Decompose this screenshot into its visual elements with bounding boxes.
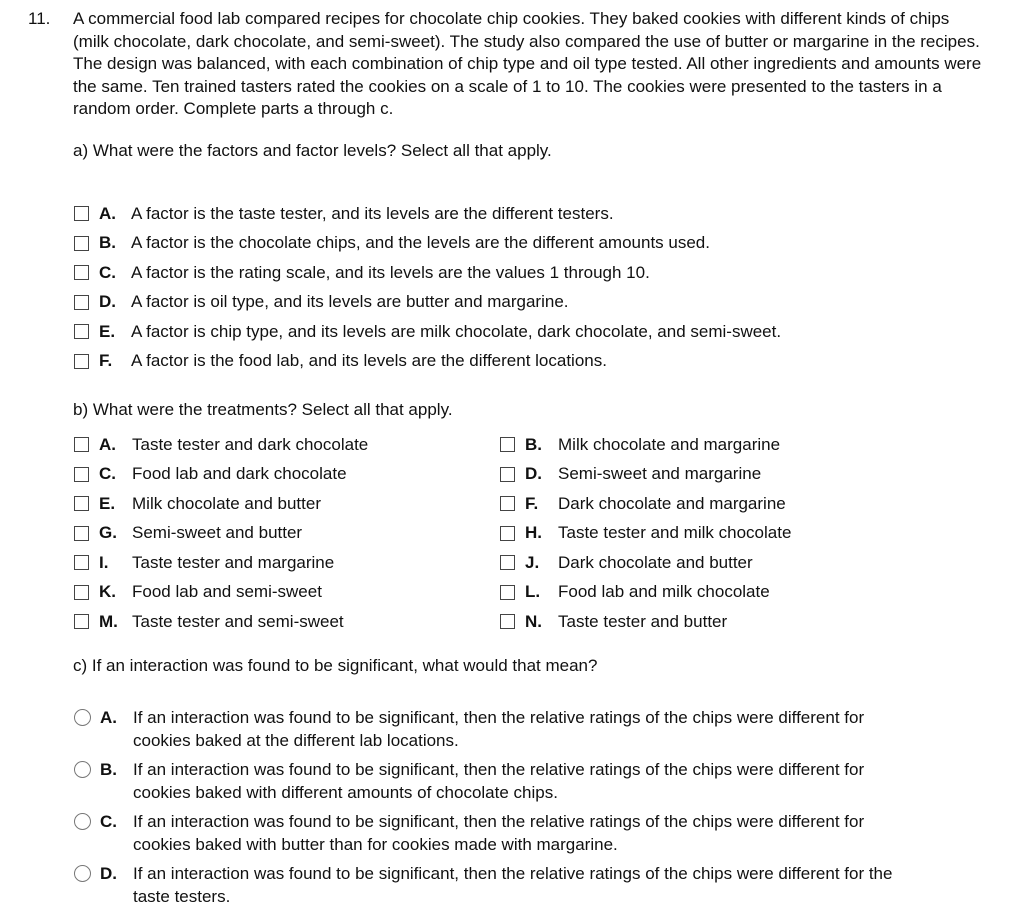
option-letter: A. [99,434,116,454]
part-a-option-c[interactable] [74,258,974,288]
option-letter: G. [99,523,117,543]
option-letter: F. [99,351,113,371]
option-text: A factor is the chocolate chips, and the levels are the different amounts used. [131,233,710,253]
option-letter: B. [99,233,116,253]
part-b-option-a[interactable] [74,430,500,460]
option-text: A factor is chip type, and its levels are milk chocolate, dark chocolate, and semi-sweet. [131,321,782,341]
option-text: Food lab and semi-sweet [132,582,322,602]
part-b-options [74,430,854,637]
part-b-option-h[interactable] [500,519,854,549]
option-letter: K. [99,582,116,602]
option-letter: A. [100,708,117,727]
checkbox[interactable] [74,206,89,221]
part-b-option-c[interactable] [74,460,500,490]
question-number: 11. [28,9,51,28]
option-letter: D. [525,464,542,484]
checkbox[interactable] [74,324,89,339]
checkbox[interactable] [74,614,89,629]
checkbox[interactable] [500,437,515,452]
option-text: A factor is the taste tester, and its levels are the different testers. [131,203,614,223]
option-text: Taste tester and margarine [132,552,335,572]
option-letter: J. [525,552,540,572]
checkbox[interactable] [500,526,515,541]
option-text: Taste tester and milk chocolate [558,523,792,543]
option-text: Milk chocolate and margarine [558,434,781,454]
part-c-option-d[interactable] [74,862,934,914]
option-letter: E. [99,493,116,513]
option-letter: D. [100,864,117,883]
option-letter: E. [99,321,116,341]
option-letter: A. [99,203,116,223]
checkbox[interactable] [74,295,89,310]
part-a-prompt: a) What were the factors and factor levels? Select all that apply. [73,141,552,160]
option-letter: H. [525,523,542,543]
checkbox[interactable] [74,467,89,482]
option-text: Milk chocolate and butter [132,493,321,513]
part-b-option-l[interactable] [500,578,854,608]
option-letter: M. [99,611,118,631]
part-a-option-d[interactable] [74,288,974,318]
checkbox[interactable] [500,467,515,482]
part-a-option-b[interactable] [74,229,974,259]
part-b-option-g[interactable] [74,519,500,549]
part-c-option-a[interactable] [74,706,934,758]
part-b-option-k[interactable] [74,578,500,608]
option-text: Taste tester and butter [558,611,728,631]
part-b-prompt: b) What were the treatments? Select all that apply. [73,400,453,419]
checkbox[interactable] [74,437,89,452]
option-text: Food lab and dark chocolate [132,464,347,484]
option-text: Food lab and milk chocolate [558,582,770,602]
part-b-option-d[interactable] [500,460,854,490]
option-letter: I. [99,552,109,572]
option-letter: F. [525,493,539,513]
option-letter: N. [525,611,542,631]
option-text: If an interaction was found to be significant, then the relative ratings of the chips were different for the taste testers. [133,864,893,906]
checkbox[interactable] [74,265,89,280]
part-a-option-e[interactable] [74,317,974,347]
checkbox[interactable] [500,614,515,629]
option-letter: C. [99,262,116,282]
option-text: Dark chocolate and margarine [558,493,786,513]
part-b-option-n[interactable] [500,607,854,637]
option-letter: B. [525,434,542,454]
part-b-option-f[interactable] [500,489,854,519]
part-a-options [74,199,974,376]
option-text: Taste tester and dark chocolate [132,434,369,454]
checkbox[interactable] [74,354,89,369]
option-text: Semi-sweet and margarine [558,464,762,484]
option-text: A factor is the food lab, and its levels are the different locations. [131,351,607,371]
option-text: If an interaction was found to be significant, then the relative ratings of the chips were different for cookies baked with butter than for cookies made with margarine. [133,812,865,854]
part-c-option-b[interactable] [74,758,934,810]
option-text: Semi-sweet and butter [132,523,303,543]
part-b-option-m[interactable] [74,607,500,637]
part-b-option-i[interactable] [74,548,500,578]
part-c-prompt: c) If an interaction was found to be significant, what would that mean? [73,656,598,675]
option-text: A factor is the rating scale, and its levels are the values 1 through 10. [131,262,650,282]
radio-button[interactable] [74,709,91,726]
part-b-option-b[interactable] [500,430,854,460]
option-text: If an interaction was found to be significant, then the relative ratings of the chips were different for cookies baked with different amounts of chocolate chips. [133,760,865,802]
radio-button[interactable] [74,865,91,882]
checkbox[interactable] [74,555,89,570]
part-c-option-c[interactable] [74,810,934,862]
checkbox[interactable] [74,585,89,600]
option-text: Taste tester and semi-sweet [132,611,344,631]
part-a-option-f[interactable] [74,347,974,377]
option-text: If an interaction was found to be significant, then the relative ratings of the chips were different for cookies baked at the different lab locations. [133,708,865,750]
option-letter: B. [100,760,117,779]
option-letter: D. [99,292,116,312]
checkbox[interactable] [74,496,89,511]
option-text: A factor is oil type, and its levels are butter and margarine. [131,292,569,312]
option-text: Dark chocolate and butter [558,552,753,572]
question-stem: A commercial food lab compared recipes for chocolate chip cookies. They baked cookies with different kinds of chips (milk chocolate, dark chocolate, and semi-sweet). The study also compared the use of butter or margarine in the recipes. The design was balanced, with each combination of chip type and oil type tested. All other ingredients and amounts were the same. Ten trained tasters rated the cookies on a scale of 1 to 10. The cookies were presented to the tasters in a random order. Complete parts a through c. [73,9,982,118]
part-a-option-a[interactable] [74,199,974,229]
checkbox[interactable] [500,555,515,570]
checkbox[interactable] [74,526,89,541]
option-letter: L. [525,582,541,602]
checkbox[interactable] [74,236,89,251]
part-b-option-j[interactable] [500,548,854,578]
checkbox[interactable] [500,496,515,511]
part-b-option-e[interactable] [74,489,500,519]
option-letter: C. [99,464,116,484]
option-letter: C. [100,812,117,831]
part-c-options [74,706,934,914]
radio-button[interactable] [74,761,91,778]
radio-button[interactable] [74,813,91,830]
checkbox[interactable] [500,585,515,600]
